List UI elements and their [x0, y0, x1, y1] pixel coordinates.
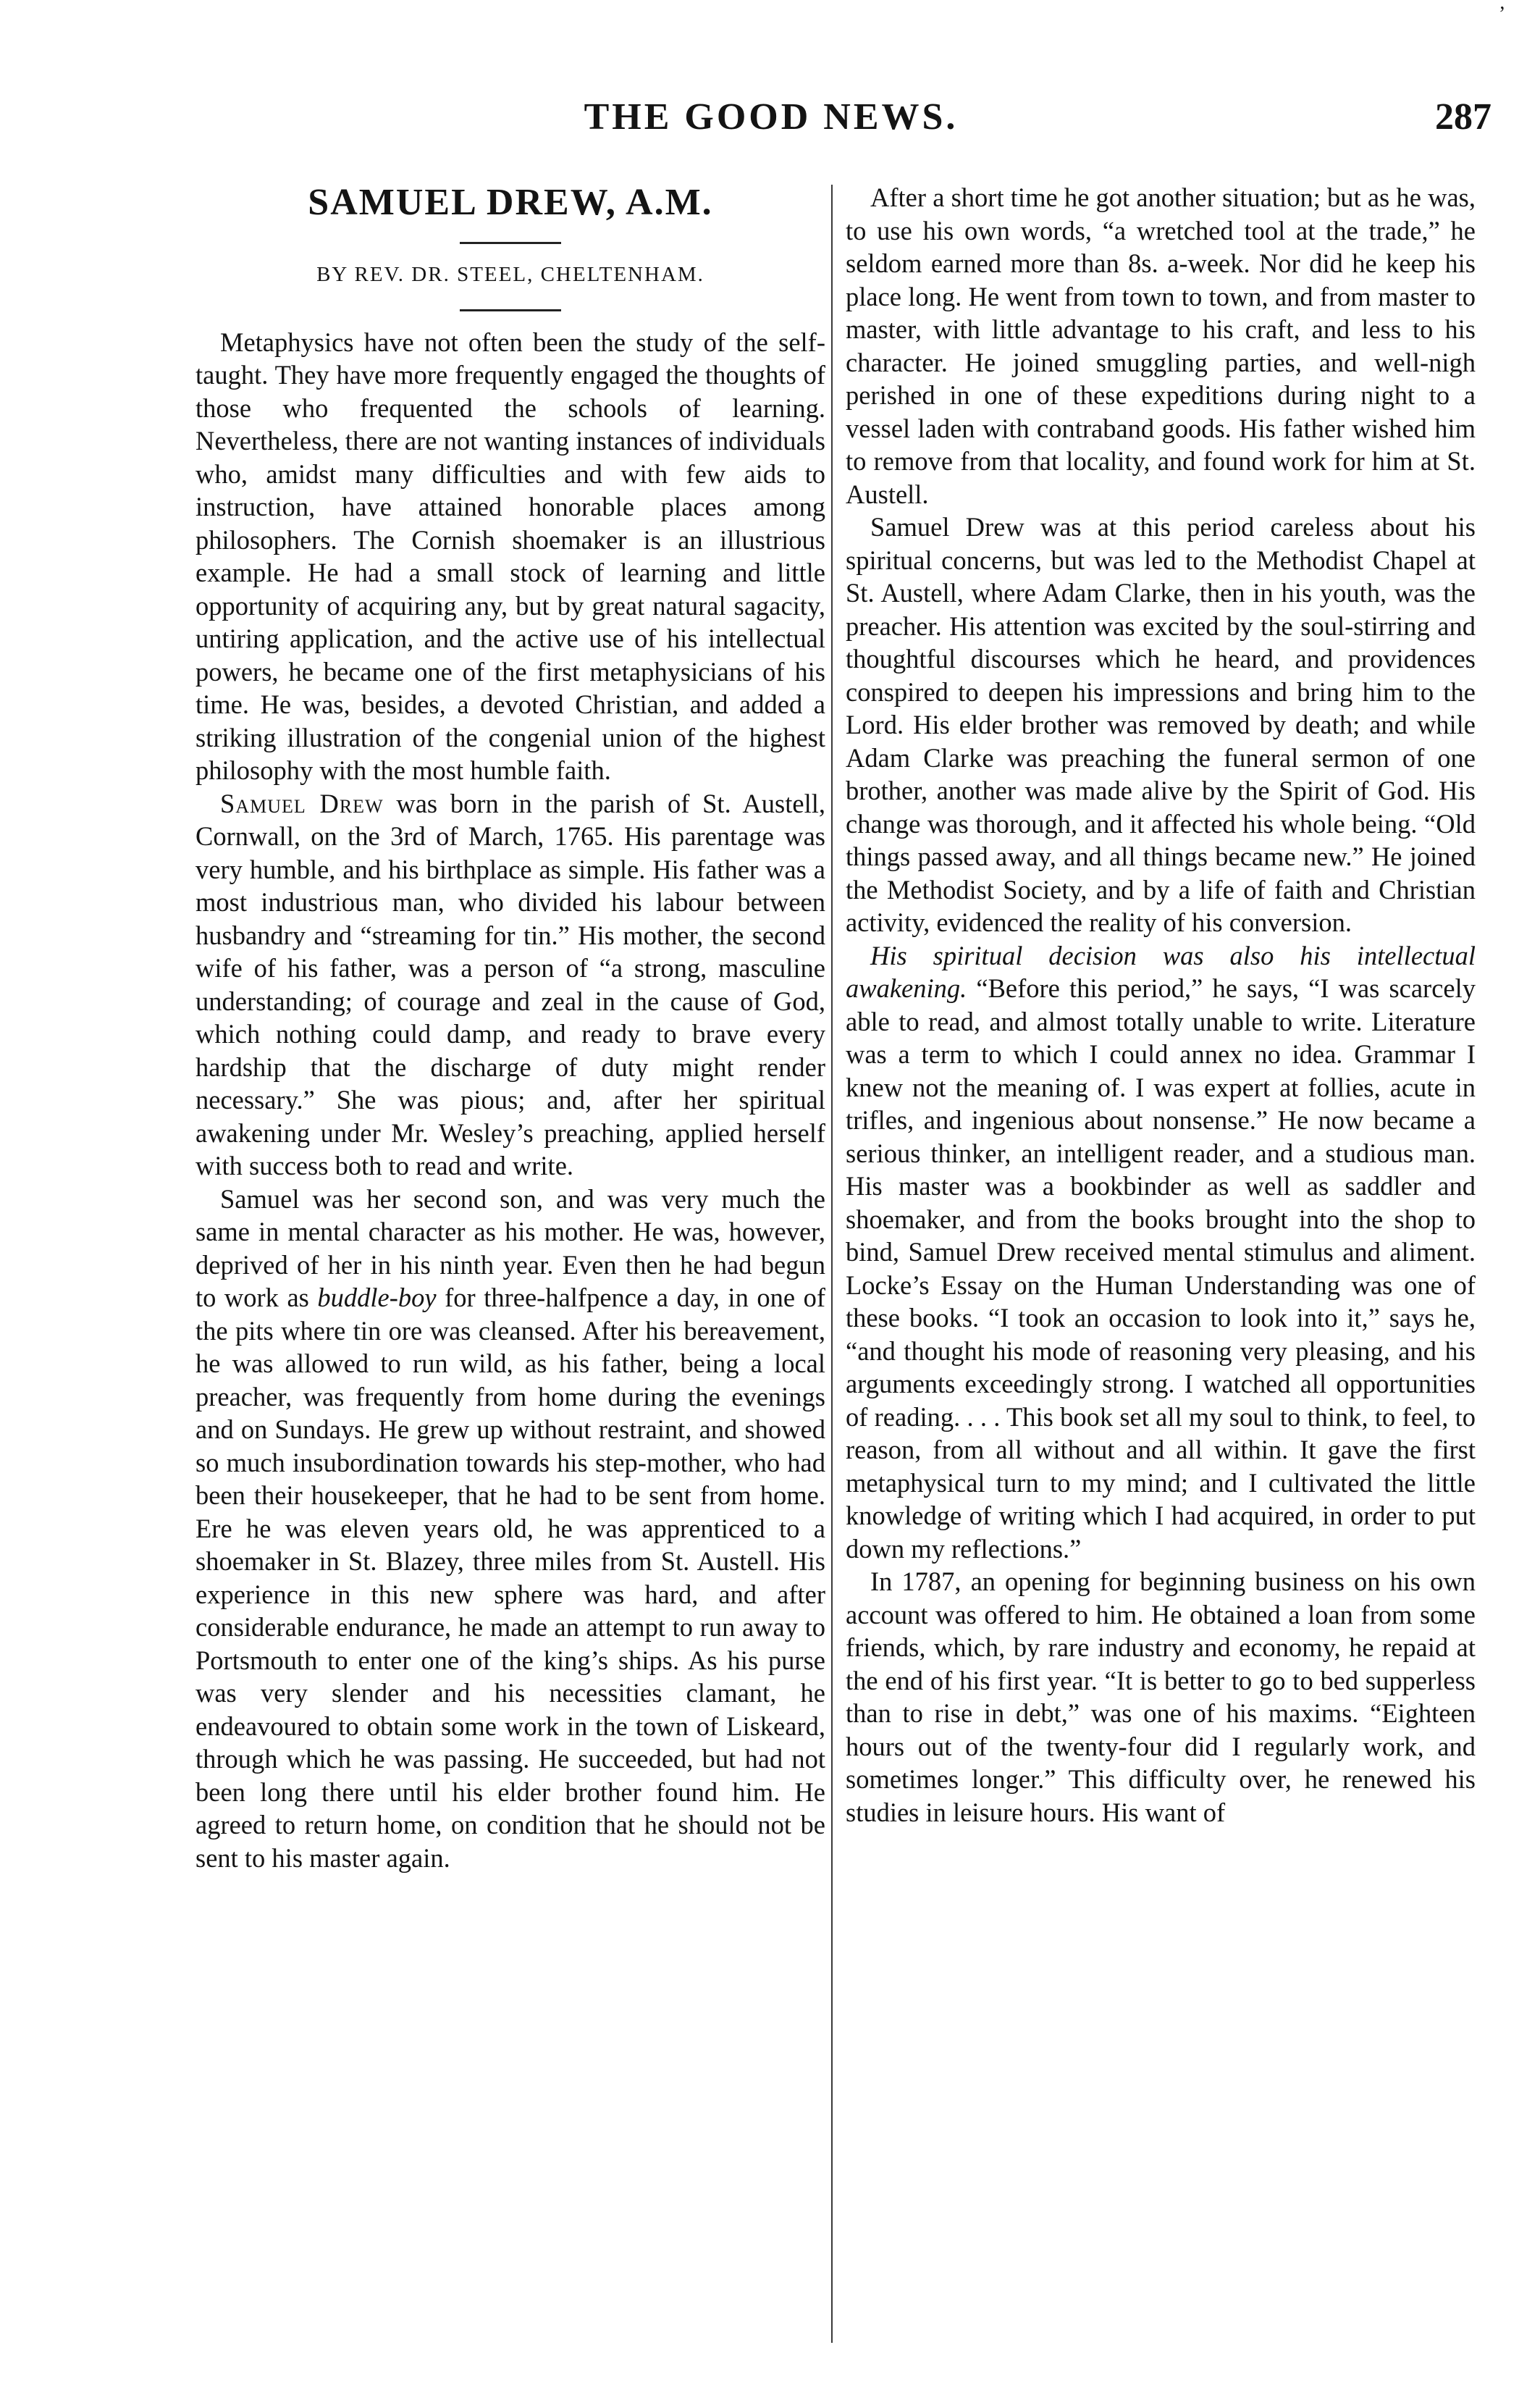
right-paragraph-1: After a short time he got another situation; but as he was, to use his own words, “a wretched tool at the trade,” he seldom earned more than 8s. a-week. Nor did he keep his place long. He went from town to town, and from master to master, with little advantage to his craft, and less to his character. He joined smuggling parties, and well-nigh perished in one of these expeditions during night to a vessel laden with contraband goods. His father wished him to remove from that locality, and found work for him at St. Austell.	[846, 183, 1476, 509]
right-paragraph-3-text: “Before this period,” he says, “I was scarcely able to read, and almost totally unable to write. Literature was a term to which I could annex no idea. Grammar I knew not the meaning of. I was expert at follies, acute in trifles, and ingenious about nonsense.” He now became a serious thinker, an intelligent reader, and a studious man. His master was a bookbinder as well as saddler and shoemaker, and from the books brought into the shop to bind, Samuel Drew received mental stimulus and aliment. Locke’s Essay on the Human Understanding was one of these books. “I took an occasion to look into it,” says he, “and thought his mode of reasoning very pleasing, and his arguments exceedingly strong. I watched all opportunities of reading. . . . This book set all my soul to think, to feel, to reason, from all without and all within. It gave the first metaphysical turn to my mind; and I cultivated the little knowledge of writing which I had acquired, in order to put down my reflections.”	[846, 973, 1476, 1564]
left-paragraph-3-text-a: Samuel was her second son, and was very much the same in mental character as his mother. He was, however, deprived of her in his ninth year. Even then he had begun to work as	[195, 1183, 825, 1312]
right-paragraph-3	[846, 939, 1476, 1566]
right-column	[846, 181, 1476, 2346]
right-paragraph-4: In 1787, an opening for beginning business on his own account was offered to him. He obtained a loan from some friends, which, by rare industry and economy, he repaid at the end of his first year. “It is better to go to bed supperless than to rise in debt,” was one of his maxims. “Eighteen hours out of the twenty-four did I regularly work, and sometimes longer.” This difficulty over, he renewed his studies in leisure hours. His want of	[846, 1566, 1476, 1827]
subject-name: Samuel Drew	[220, 788, 384, 818]
page-number: 287	[1435, 96, 1491, 138]
left-column	[195, 181, 825, 2346]
title-rule	[460, 242, 561, 244]
running-head	[51, 96, 1491, 139]
right-paragraph-2: Samuel Drew was at this period careless about his spiritual concerns, but was led to the Methodist Chapel at St. Austell, where Adam Clarke, then in his youth, was the preacher. His attention was excited by the soul-stirring and thoughtful discourses which he heard, and providences conspired to deepen his impressions and bring him to the Lord. His elder brother was removed by death; and while Adam Clarke was preaching the funeral sermon of one brother, another was made alive by the Spirit of God. His change was thorough, and it affected his whole being. “Old things passed away, and all things became new.” He joined the Methodist Society, and by a life of faith and Christian activity, evidenced the reality of his conversion.	[846, 512, 1476, 937]
article-byline: BY REV. DR. STEEL, CHELTENHAM.	[316, 263, 704, 286]
left-paragraph-3-text-b: for three-halfpence a day, in one of the pits where tin ore was cleansed. After his bereavement, he was allowed to run wild, as his father, being a local preacher, was frequently from home during the evenings and on Sundays. He grew up without restraint, and showed so much insubordination towards his step-mother, who had been their housekeeper, that he had to be sent from home. Ere he was eleven years old, he was apprenticed to a shoemaker in St. Blazey, three miles from St. Austell. His experience in this new sphere was hard, and after considerable endurance, he made an attempt to run away to Portsmouth to enter one of the king’s ships. As his purse was very slender and his necessities clamant, he endeavoured to obtain some work in the town of Liskeard, through which he was passing. He succeeded, but had not been long there until his elder brother found him. He agreed to return home, on condition that he should not be sent to his master again.	[195, 1283, 825, 1873]
left-paragraph-2	[195, 787, 825, 1183]
column-divider	[831, 185, 833, 2343]
right-paragraph-3-italic: His spiritual decision was also his intellectual awakening.	[846, 940, 1476, 1003]
left-paragraph-3	[195, 1183, 825, 1875]
left-paragraph-3-italic: buddle-boy	[317, 1283, 437, 1312]
corner-mark: ’	[1499, 3, 1506, 25]
article-title: SAMUEL DREW, A.M.	[308, 182, 713, 223]
left-paragraph-2-text: was born in the parish of St. Austell, Cornwall, on the 3rd of March, 1765. His parentage was very humble, and his birthplace as simple. His father was a most industrious man, who divided his labour between husbandry and “streaming for tin.” His mother, the second wife of his father, was a person of “a strong, masculine understanding; of courage and zeal in the cause of God, which nothing could damp, and ready to brave every hardship that the discharge of duty might render necessary.” She was pious; and, after her spiritual awakening under Mr. Wesley’s preaching, applied herself with success both to read and write.	[195, 788, 825, 1180]
left-paragraph-1: Metaphysics have not often been the study of the self-taught. They have more frequently engaged the thoughts of those who frequented the schools of learning. Nevertheless, there are not wanting instances of individuals who, amidst many difficulties and with few aids to instruction, have attained honorable places among philosophers. The Cornish shoemaker is an illustrious example. He had a small stock of learning and little opportunity of acquiring any, but by great natural sagacity, untiring application, and the active use of his intellectual powers, he became one of the first metaphysicians of his time. He was, besides, a devoted Christian, and added a striking illustration of the congenial union of the highest philosophy with the most humble faith.	[195, 327, 825, 785]
byline-rule	[460, 309, 561, 311]
running-title: THE GOOD NEWS.	[584, 96, 959, 138]
